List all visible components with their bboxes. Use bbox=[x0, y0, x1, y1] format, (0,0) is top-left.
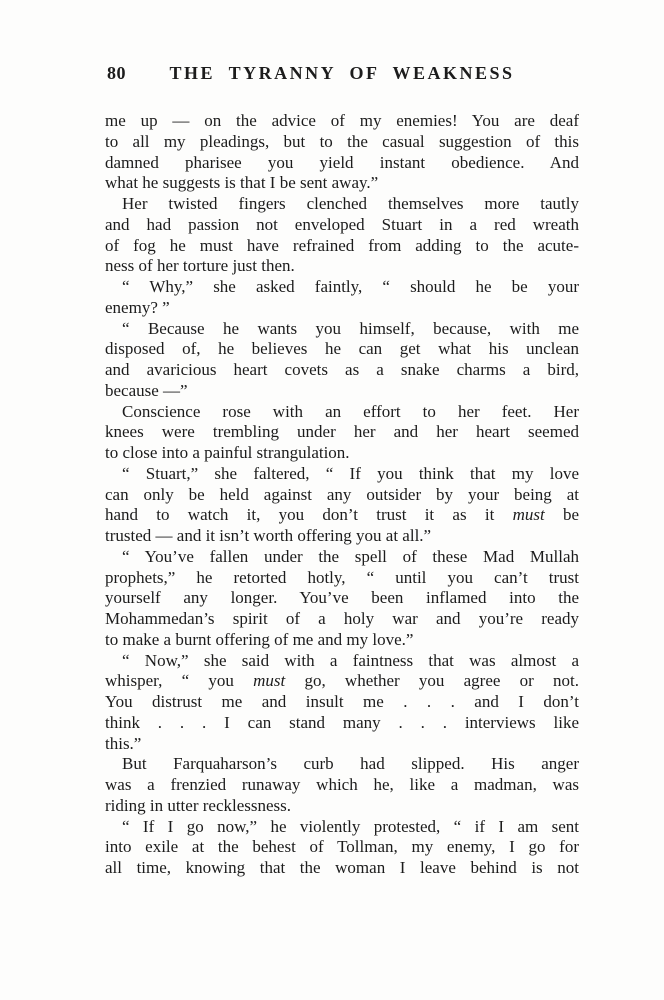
text-line: think . . . I can stand many . . . interviews like bbox=[105, 712, 579, 732]
text-line: can only be held against any outsider by your being at bbox=[105, 484, 579, 504]
text-line: “ Stuart,” she faltered, “ If you think that my love bbox=[122, 463, 579, 483]
text-line: and had passion not enveloped Stuart in a red wreath bbox=[105, 214, 579, 234]
paragraph bbox=[105, 277, 579, 319]
text-line: “ Now,” she said with a faintness that was almost a bbox=[122, 650, 579, 670]
paragraph bbox=[105, 402, 579, 464]
text-line: whisper, “ you must go, whether you agree or not. bbox=[105, 671, 579, 691]
text-line: me up — on the advice of my enemies! You are deaf bbox=[105, 111, 579, 130]
text-line: yourself any longer. You’ve been inflamed into the bbox=[105, 588, 579, 608]
text-line: knees were trembling under her and her heart seemed bbox=[105, 422, 579, 442]
paragraph bbox=[105, 194, 579, 277]
text-line: Conscience rose with an effort to her feet. Her bbox=[122, 401, 579, 421]
paragraph bbox=[105, 319, 579, 402]
text-line: to make a burnt offering of me and my love.” bbox=[105, 629, 414, 649]
text-line: into exile at the behest of Tollman, my enemy, I go for bbox=[105, 837, 579, 857]
paragraph bbox=[105, 817, 579, 879]
text-line: of fog he must have refrained from adding to the acute- bbox=[105, 235, 579, 255]
text-line: to all my pleadings, but to the casual suggestion of this bbox=[105, 131, 579, 151]
text-line: Her twisted fingers clenched themselves more tautly bbox=[122, 194, 579, 213]
running-header bbox=[105, 63, 579, 85]
text-line: “ Why,” she asked faintly, “ should he be your bbox=[122, 277, 579, 296]
text-line: hand to watch it, you don’t trust it as it must be bbox=[105, 505, 579, 525]
text-line: enemy? ” bbox=[105, 297, 170, 317]
text-line: was a frenzied runaway which he, like a madman, was bbox=[105, 775, 579, 794]
paragraph bbox=[105, 547, 579, 651]
text-line: You distrust me and insult me . . . and I don’t bbox=[105, 692, 579, 711]
text-line: to close into a painful strangulation. bbox=[105, 443, 350, 462]
text-line: because —” bbox=[105, 380, 188, 400]
text-line: damned pharisee you yield instant obedience. And bbox=[105, 152, 579, 172]
text-line: disposed of, he believes he can get what his unclean bbox=[105, 339, 579, 359]
text-line: and avaricious heart covets as a snake charms a bird, bbox=[105, 360, 579, 379]
text-line: what he suggests is that I be sent away.” bbox=[105, 173, 379, 193]
text-line: Mohammedan’s spirit of a holy war and you’re ready bbox=[105, 609, 579, 628]
text-line: riding in utter recklessness. bbox=[105, 795, 292, 815]
text-block bbox=[105, 63, 579, 879]
text-line: “ Because he wants you himself, because, with me bbox=[122, 318, 579, 338]
text-line: “ You’ve fallen under the spell of these Mad Mullah bbox=[122, 546, 579, 566]
text-line: ness of her torture just then. bbox=[105, 256, 295, 276]
paragraph bbox=[105, 464, 579, 547]
text-line: this.” bbox=[105, 733, 142, 753]
paragraph bbox=[105, 754, 579, 816]
text-line: trusted — and it isn’t worth offering you at all.” bbox=[105, 526, 432, 545]
paragraph bbox=[105, 111, 579, 194]
header-title: THE TYRANNY OF WEAKNESS bbox=[169, 63, 515, 83]
paragraph bbox=[105, 651, 579, 755]
page-body bbox=[105, 111, 579, 879]
text-line: all time, knowing that the woman I leave behind is not bbox=[105, 858, 579, 877]
text-line: prophets,” he retorted hotly, “ until you can’t trust bbox=[105, 567, 579, 587]
text-line: But Farquaharson’s curb had slipped. His anger bbox=[122, 754, 579, 774]
text-line: “ If I go now,” he violently protested, “ if I am sent bbox=[122, 816, 579, 836]
page-number: 80 bbox=[107, 63, 126, 83]
